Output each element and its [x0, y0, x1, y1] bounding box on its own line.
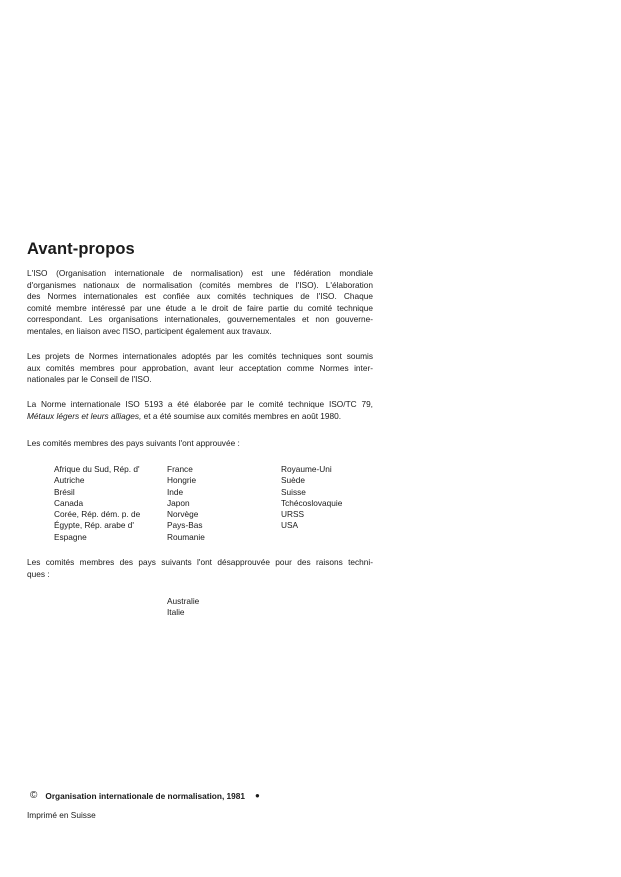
text-line: Les projets de Normes internationales adoptés par les comités techniques sont soumis: [27, 351, 373, 361]
country-item: France: [167, 464, 193, 474]
country-item: Roumanie: [167, 531, 205, 542]
disapproving-countries-list: [167, 596, 199, 619]
text-line: Les comités membres des pays suivants l'ont approuvée :: [27, 438, 240, 448]
text-line: ques :: [27, 568, 50, 579]
country-item: Pays-Bas: [167, 520, 203, 531]
text-line: L'ISO (Organisation internationale de normalisation) est une fédération mondiale: [27, 268, 373, 278]
country-item: Égypte, Rép. arabe d': [54, 520, 134, 531]
paragraph-standard-origin: [27, 399, 373, 422]
country-item: Autriche: [54, 475, 85, 486]
country-item: Canada: [54, 497, 84, 508]
country-item: Corée, Rép. dém. p. de: [54, 509, 141, 520]
country-item: Suisse: [281, 486, 306, 497]
paragraph-disapproval-intro: [27, 557, 373, 580]
copyright-icon: ©: [30, 790, 38, 801]
country-item: Royaume-Uni: [281, 464, 332, 474]
country-item: Tchécoslovaquie: [281, 497, 343, 508]
country-item: Afrique du Sud, Rép. d': [54, 464, 140, 474]
committee-title: Métaux légers et leurs alliages,: [27, 410, 142, 421]
country-item: Italie: [167, 607, 185, 618]
country-item: Norvège: [167, 509, 199, 520]
country-item: Australie: [167, 596, 200, 606]
text-fragment: et a été soumise aux comités membres en août 1980.: [141, 410, 342, 421]
text-line: des Normes internationales est confiée aux comités techniques de l'ISO. Chaque: [27, 291, 373, 302]
country-item: Brésil: [54, 486, 75, 497]
text-line: aux comités membres pour approbation, avant leur acceptation comme Normes inter-: [27, 362, 373, 373]
page-title: Avant-propos: [27, 240, 135, 258]
country-item: Inde: [167, 486, 184, 497]
country-item: Suède: [281, 475, 305, 486]
text-line: comité membre intéressé par une étude a le droit de faire partie du comité technique: [27, 302, 373, 313]
paragraph-approval-intro: [27, 438, 373, 450]
copyright-text: Organisation internationale de normalisation, 1981: [45, 790, 246, 801]
text-line: d'organismes nationaux de normalisation (comités membres de l'ISO). L'élaboration: [27, 279, 373, 290]
country-item: Espagne: [54, 531, 87, 542]
text-line: [27, 411, 373, 423]
text-line: correspondant. Les organisations internationales, gouvernementales et non gouverne-: [27, 314, 373, 325]
text-line: mentales, en liaison avec l'ISO, participent également aux travaux.: [27, 325, 272, 336]
approving-countries-column-1: [54, 464, 140, 543]
country-item: Japon: [167, 497, 190, 508]
text-line: La Norme internationale ISO 5193 a été élaborée par le comité technique ISO/TC 79,: [27, 399, 373, 409]
country-item: URSS: [281, 509, 305, 520]
country-item: Hongrie: [167, 475, 197, 486]
bullet-icon: ●: [255, 791, 260, 800]
text-line: Les comités membres des pays suivants l'ont désapprouvée pour des raisons techni-: [27, 557, 373, 567]
paragraph-iso-intro: [27, 268, 373, 338]
approving-countries-column-2: [167, 464, 205, 543]
copyright-notice: [30, 790, 260, 801]
paragraph-draft-standards: [27, 351, 373, 386]
text-line: nationales par le Conseil de l'ISO.: [27, 374, 152, 385]
country-item: USA: [281, 520, 299, 531]
printed-in-notice: Imprimé en Suisse: [27, 810, 96, 820]
approving-countries-column-3: [281, 464, 342, 532]
